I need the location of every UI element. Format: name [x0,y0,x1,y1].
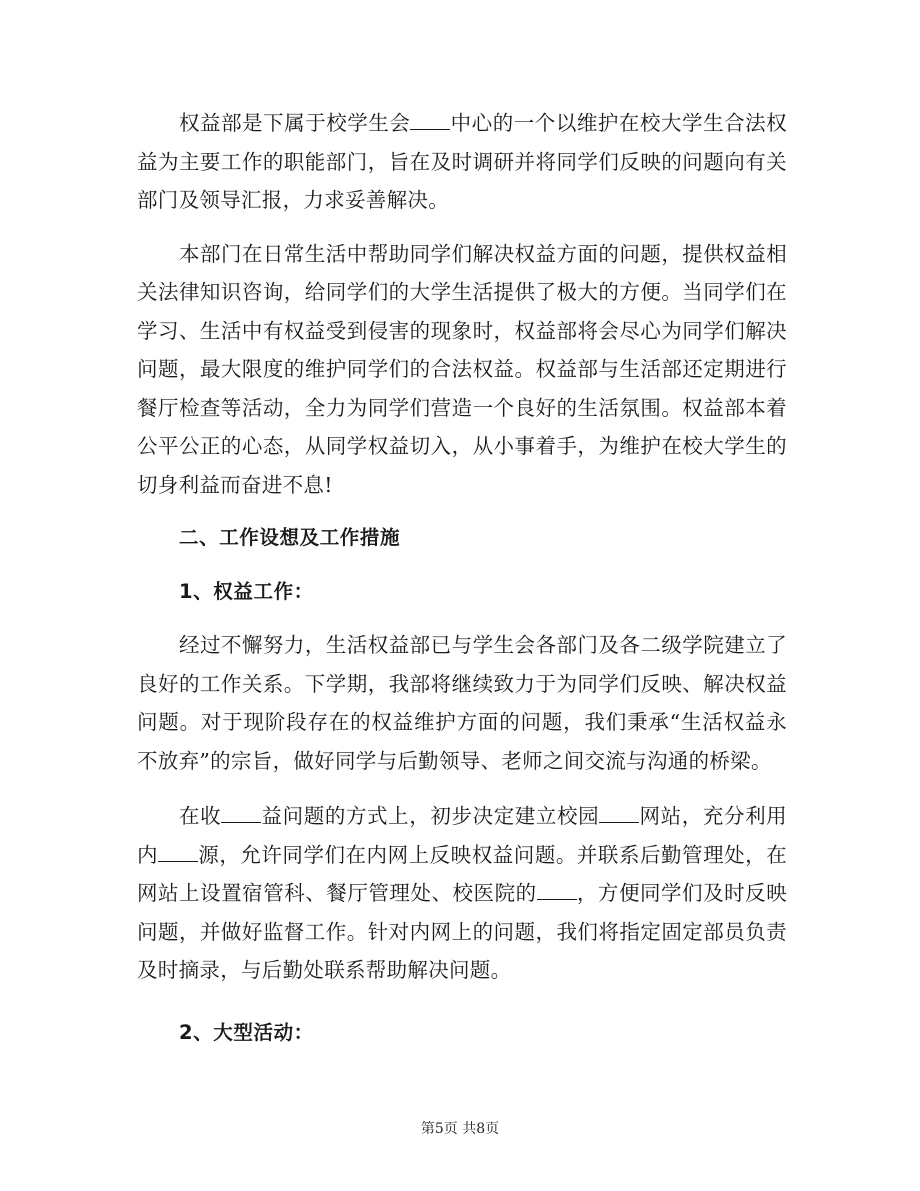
document-body [137,104,787,1052]
fill-blank [410,113,450,130]
fill-blank [599,806,639,823]
fill-blank [537,883,577,900]
subsection-heading-large-events: 2、大型活动： [179,1020,314,1044]
page-number: 第5页 共8页 [420,1121,500,1137]
fill-blank [158,845,198,862]
fill-blank [221,806,261,823]
subsection-heading-rights-work: 1、权益工作： [179,579,314,603]
paragraph-rights-work: 经过不懈努力，生活权益部已与学生会各部门及各二级学院建立了良好的工作关系。下学期，我部将继续致力于为同学们反映、解决权益问题。对于现阶段存在的权益维护方面的问题，我们秉承“生活权益永不放弃”的宗旨，做好同学与后勤领导、老师之间交流与沟通的桥梁。 [137,633,787,773]
paragraph-intro: 权益部是下属于校学生会 中心的一个以维护在校大学生合法权益为主要工作的职能部门，旨在及时调研并将同学们反映的问题向有关部门及领导汇报，力求妥善解决。 [137,111,787,212]
section-heading: 二、工作设想及工作措施 [179,526,401,549]
paragraph-collection-methods: 在收 益问题的方式上，初步决定建立校园 网站，充分利用内 源，允许同学们在内网上反映权益问题。并联系后勤管理处，在网站上设置宿管科、餐厅管理处、校医院的 ，方便同学们及时反映问题，并做好监督工作。针对内网上的问题，我们将指定固定部员负责及时摘录，与后勤处联系帮助解决问题。 [137,804,787,982]
paragraph-department-duties: 本部门在日常生活中帮助同学们解决权益方面的问题，提供权益相关法律知识咨询，给同学们的大学生活提供了极大的方便。当同学们在学习、生活中有权益受到侵害的现象时，权益部将会尽心为同学们解决问题，最大限度的维护同学们的合法权益。权益部与生活部还定期进行餐厅检查等活动，全力为同学们营造一个良好的生活氛围。权益部本着公平公正的心态，从同学权益切入，从小事着手，为维护在校大学生的切身利益而奋进不息! [137,241,787,497]
